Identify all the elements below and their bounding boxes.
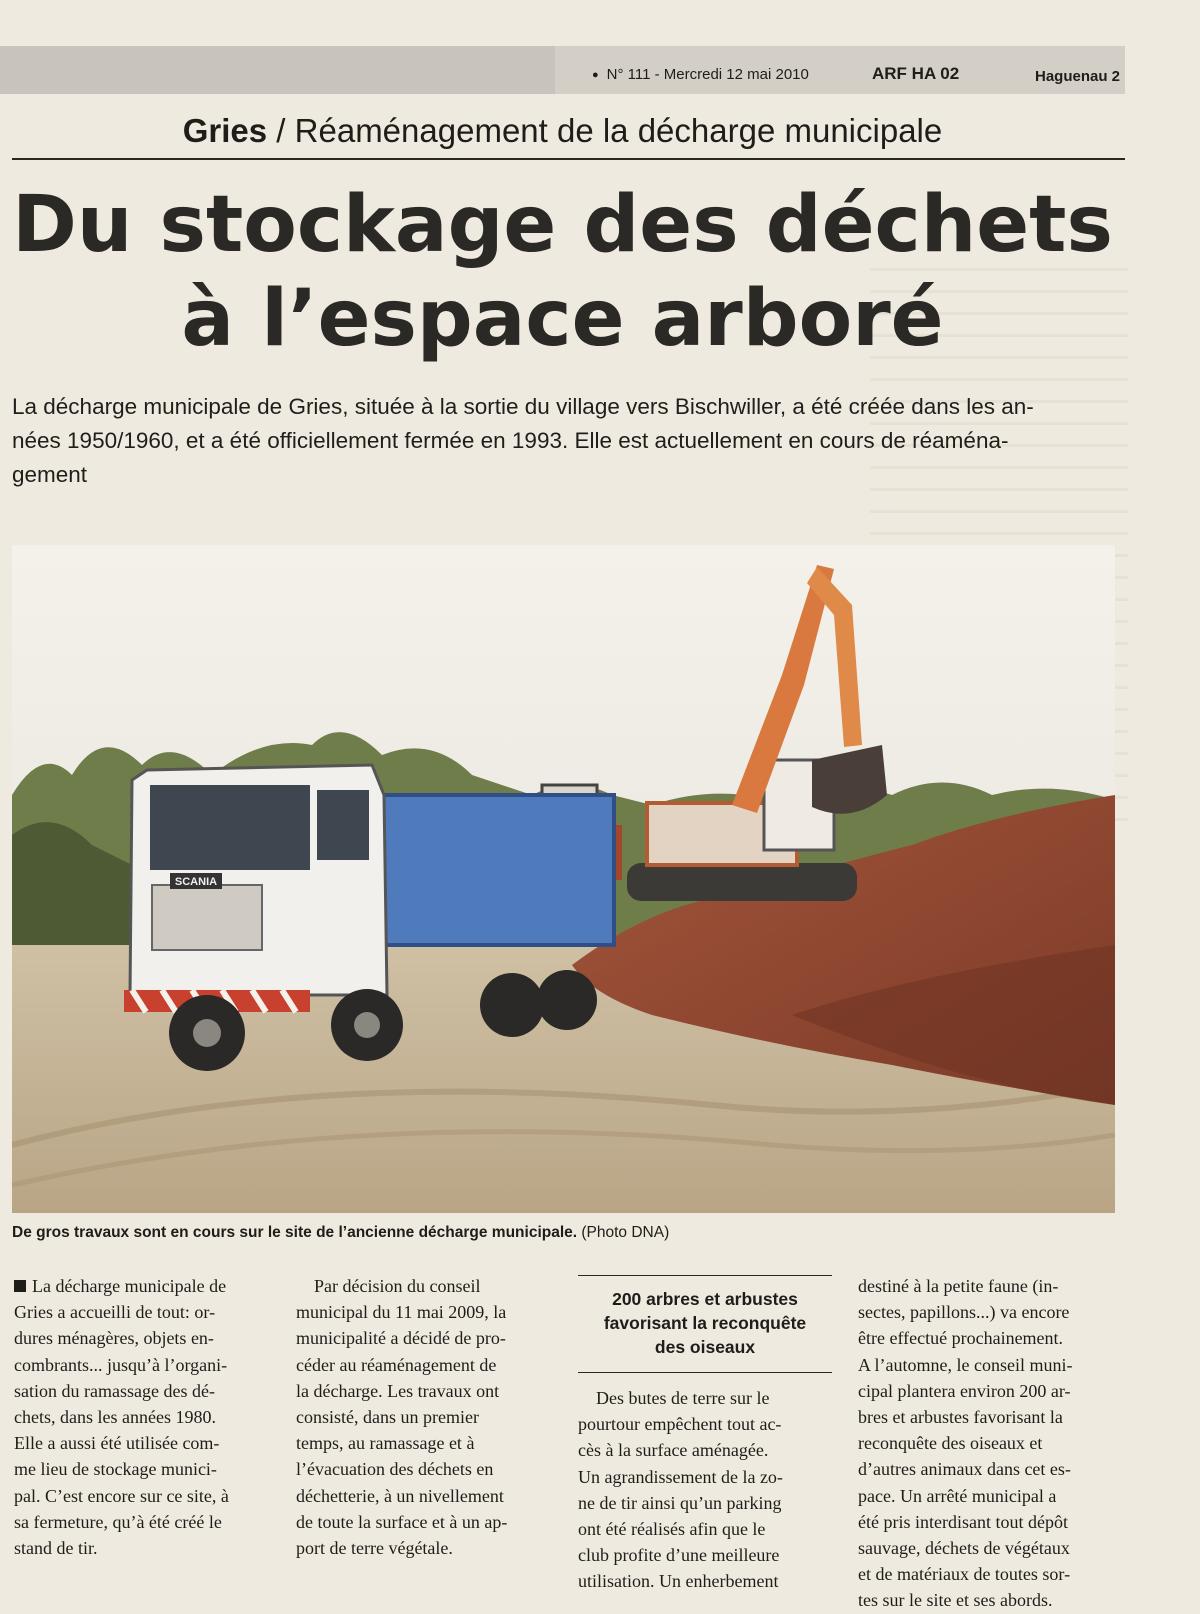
column-line: consisté, dans un premier: [296, 1407, 479, 1428]
column-line: céder au réaménagement de: [296, 1354, 497, 1375]
column-line: Un agrandissement de la zo-: [578, 1466, 783, 1487]
column-line: Par décision du conseil: [314, 1276, 481, 1296]
column-line: dures ménagères, objets en-: [14, 1328, 214, 1349]
column-line: tes sur le site et ses abords.: [858, 1590, 1053, 1611]
intertitle-line: favorisant la reconquête: [603, 1313, 807, 1333]
headline-line-2: à l’espace arboré: [181, 274, 944, 364]
column-line: pourtour empêchent tout ac-: [578, 1414, 782, 1435]
intertitle-line: 200 arbres et arbustes: [612, 1289, 798, 1309]
column-line: de toute la surface et à un ap-: [296, 1511, 508, 1532]
intertitle-line: des oiseaux: [654, 1337, 756, 1357]
column-line: sauvage, déchets de végétaux: [858, 1538, 1070, 1559]
column-line: destiné à la petite faune (in-: [858, 1276, 1059, 1296]
truck-badge: SCANIA: [174, 876, 218, 888]
kicker-rule: [12, 158, 1125, 160]
headline: [0, 178, 1125, 366]
issue-info: ● N° 111 - Mercredi 12 mai 2010: [592, 66, 809, 83]
truck-wheel: [480, 973, 544, 1037]
page-label: Haguenau 2: [1035, 68, 1121, 85]
lead-paragraph: [12, 390, 1120, 492]
lead-line: La décharge municipale de Gries, située à la sortie du village vers Bischwiller, a été créée dans les an-: [12, 394, 1034, 419]
column-line: ont été réalisés afin que le: [578, 1519, 766, 1540]
column-line: stand de tir.: [14, 1538, 98, 1559]
caption-text: De gros travaux sont en cours sur le site de l’ancienne décharge municipale.: [12, 1224, 578, 1241]
truck-wheel: [537, 970, 597, 1030]
column-line: Elle a aussi été utilisée com-: [14, 1433, 220, 1454]
column-line: déchetterie, à un nivellement: [296, 1485, 504, 1506]
photo-caption: [12, 1224, 1112, 1242]
column-line: utilisation. Un enherbement: [578, 1571, 779, 1592]
column-line: A l’automne, le conseil muni-: [858, 1354, 1073, 1375]
column-line: me lieu de stockage munici-: [14, 1459, 217, 1480]
header-band-left: [0, 46, 555, 94]
column-line: l’évacuation des déchets en: [296, 1459, 494, 1480]
column-line: cipal plantera environ 200 ar-: [858, 1380, 1071, 1401]
body-column-4: [858, 1273, 1114, 1614]
article-kicker: [0, 112, 1125, 150]
column-line: bres et arbustes favorisant la: [858, 1407, 1063, 1428]
column-line: Gries a accueilli de tout: or-: [14, 1302, 216, 1323]
column-line: la décharge. Les travaux ont: [296, 1380, 500, 1401]
column-line: Des butes de terre sur le: [596, 1388, 770, 1408]
lead-line: gement: [12, 462, 88, 487]
body-column-2: [296, 1273, 550, 1561]
body-column-3: [578, 1385, 832, 1595]
column-line: chets, dans les années 1980.: [14, 1407, 216, 1428]
column-line: sa fermeture, qu’à été créé le: [14, 1511, 222, 1532]
column-line: La décharge municipale de: [32, 1276, 227, 1296]
truck-grille: [152, 885, 262, 950]
headline-line-1: Du stockage des déchets: [12, 180, 1113, 270]
kicker-separator: /: [267, 112, 295, 149]
column-line: d’autres animaux dans cet es-: [858, 1459, 1071, 1480]
column-line: reconquête des oiseaux et: [858, 1433, 1043, 1454]
truck-windscreen: [150, 785, 310, 870]
body-column-1: [14, 1273, 270, 1561]
column-line: ne de tir ainsi qu’un parking: [578, 1492, 782, 1513]
excavator-tracks: [627, 863, 857, 901]
column-line: pace. Un arrêté municipal a: [858, 1485, 1057, 1506]
intertitle-rule-bottom: [578, 1372, 832, 1373]
column-line: été pris interdisant tout dépôt: [858, 1511, 1068, 1532]
lead-line: nées 1950/1960, et a été officiellement fermée en 1993. Elle est actuellement en cours de réaména-: [12, 428, 1009, 453]
column-line: sectes, papillons...) va encore: [858, 1302, 1070, 1323]
kicker-town: Gries: [182, 112, 268, 149]
column-line: cès à la surface aménagée.: [578, 1440, 769, 1461]
column-line: port de terre végétale.: [296, 1538, 453, 1559]
truck-side-window: [317, 790, 369, 860]
column-line: sation du ramassage des dé-: [14, 1380, 215, 1401]
edition-code: ARF HA 02: [872, 64, 960, 83]
column-line: et de matériaux de toutes sor-: [858, 1564, 1071, 1585]
column-line: municipalité a décidé de pro-: [296, 1328, 506, 1349]
column-line: être effectué prochainement.: [858, 1328, 1064, 1349]
kicker-topic: Réaménagement de la décharge municipale: [294, 112, 943, 149]
column-line: temps, au ramassage et à: [296, 1433, 475, 1454]
column-line: pal. C’est encore sur ce site, à: [14, 1485, 229, 1506]
paragraph-start-marker: [14, 1280, 26, 1292]
column-line: municipal du 11 mai 2009, la: [296, 1302, 507, 1323]
truck-tipper: [382, 795, 614, 945]
intertitle: [578, 1275, 832, 1373]
article-photo: [12, 545, 1115, 1213]
photo-credit: (Photo DNA): [577, 1224, 670, 1241]
column-line: combrants... jusqu’à l’organi-: [14, 1354, 228, 1375]
column-line: club profite d’une meilleure: [578, 1545, 780, 1566]
